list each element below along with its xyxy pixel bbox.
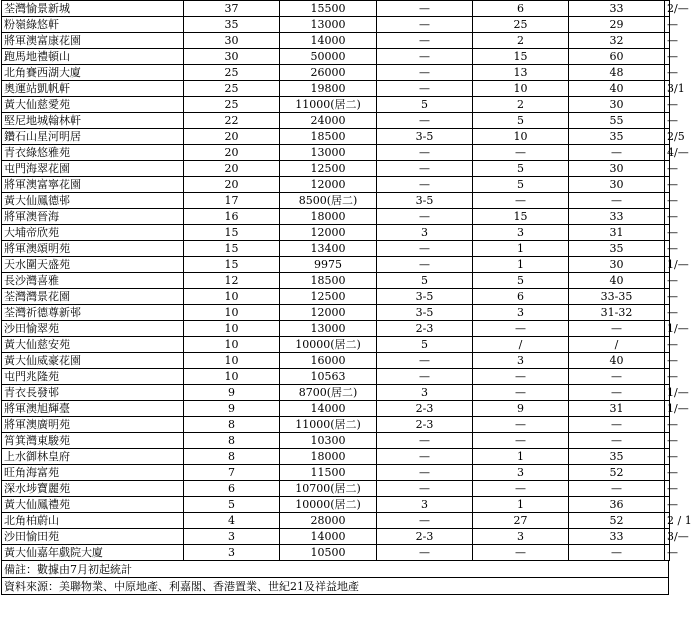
table-row [2, 321, 670, 337]
value-col-1-cell: 20 [184, 161, 280, 177]
table-row [2, 305, 670, 321]
value-col-1-cell: 20 [184, 177, 280, 193]
estate-name-cell: 黃大仙鳳德邨 [2, 193, 184, 209]
value-col-2-cell: 18000 [280, 209, 377, 225]
value-col-2-cell: 8700(居二) [280, 385, 377, 401]
table-row [2, 17, 670, 33]
value-col-2-cell: 18500 [280, 129, 377, 145]
value-col-5-cell: — [569, 481, 665, 497]
estate-name-cell: 粉嶺綠悠軒 [2, 17, 184, 33]
value-col-3-cell: — [377, 353, 473, 369]
value-col-4-cell: 10 [473, 81, 569, 97]
value-col-6-cell: — [665, 289, 670, 305]
value-col-1-cell: 4 [184, 513, 280, 529]
value-col-3-cell: — [377, 17, 473, 33]
value-col-3-cell: — [377, 241, 473, 257]
table-row [2, 513, 670, 529]
value-col-4-cell: 5 [473, 161, 569, 177]
value-col-1-cell: 10 [184, 369, 280, 385]
value-col-2-cell: 11500 [280, 465, 377, 481]
value-col-5-cell: — [569, 385, 665, 401]
table-row [2, 385, 670, 401]
value-col-5-cell: 30 [569, 177, 665, 193]
value-col-6-cell: — [665, 97, 670, 113]
table-row [2, 401, 670, 417]
estate-name-cell: 青衣長發邨 [2, 385, 184, 401]
value-col-5-cell: 31 [569, 401, 665, 417]
value-col-3-cell: 5 [377, 273, 473, 289]
value-col-6-cell: — [665, 273, 670, 289]
estate-name-cell: 堅尼地城翰林軒 [2, 113, 184, 129]
value-col-5-cell: — [569, 369, 665, 385]
value-col-6-cell: — [665, 49, 670, 65]
value-col-3-cell: — [377, 49, 473, 65]
value-col-1-cell: 37 [184, 1, 280, 17]
value-col-6-cell: 2/5 [665, 129, 670, 145]
value-col-2-cell: 11000(居二) [280, 97, 377, 113]
value-col-2-cell: 8500(居二) [280, 193, 377, 209]
value-col-6-cell: 1/— [665, 385, 670, 401]
value-col-1-cell: 5 [184, 497, 280, 513]
value-col-3-cell: — [377, 145, 473, 161]
estate-name-cell: 筲箕灣東駿苑 [2, 433, 184, 449]
value-col-5-cell: 52 [569, 513, 665, 529]
value-col-2-cell: 9975 [280, 257, 377, 273]
value-col-2-cell: 12000 [280, 177, 377, 193]
estate-name-cell: 長沙灣喜雅 [2, 273, 184, 289]
value-col-6-cell: — [665, 209, 670, 225]
value-col-5-cell: 30 [569, 257, 665, 273]
estate-name-cell: 上水御林皇府 [2, 449, 184, 465]
value-col-1-cell: 3 [184, 545, 280, 561]
value-col-6-cell: — [665, 161, 670, 177]
value-col-1-cell: 12 [184, 273, 280, 289]
value-col-6-cell: — [665, 65, 670, 81]
value-col-6-cell: — [665, 481, 670, 497]
value-col-3-cell: — [377, 33, 473, 49]
value-col-1-cell: 30 [184, 33, 280, 49]
value-col-3-cell: — [377, 481, 473, 497]
table-row [2, 465, 670, 481]
table-row [2, 113, 670, 129]
value-col-3-cell: 2-3 [377, 529, 473, 545]
value-col-4-cell: — [473, 417, 569, 433]
value-col-5-cell: — [569, 417, 665, 433]
value-col-2-cell: 11000(居二) [280, 417, 377, 433]
value-col-4-cell: 2 [473, 33, 569, 49]
value-col-4-cell: 9 [473, 401, 569, 417]
value-col-3-cell: 5 [377, 337, 473, 353]
value-col-5-cell: 52 [569, 465, 665, 481]
table-row [2, 225, 670, 241]
table-row [2, 353, 670, 369]
value-col-1-cell: 9 [184, 401, 280, 417]
value-col-5-cell: 35 [569, 129, 665, 145]
value-col-4-cell: 3 [473, 225, 569, 241]
value-col-2-cell: 14000 [280, 33, 377, 49]
value-col-1-cell: 8 [184, 449, 280, 465]
value-col-6-cell: 3/— [665, 529, 670, 545]
value-col-4-cell: 5 [473, 177, 569, 193]
table-row [2, 33, 670, 49]
value-col-4-cell: 5 [473, 113, 569, 129]
value-col-4-cell: 15 [473, 209, 569, 225]
value-col-4-cell: 27 [473, 513, 569, 529]
value-col-1-cell: 8 [184, 417, 280, 433]
table-row [2, 65, 670, 81]
value-col-6-cell: 1/— [665, 321, 670, 337]
estate-name-cell: 沙田愉翠苑 [2, 321, 184, 337]
value-col-2-cell: 18500 [280, 273, 377, 289]
estate-name-cell: 將軍澳頌明苑 [2, 241, 184, 257]
value-col-2-cell: 14000 [280, 529, 377, 545]
rent-table [1, 0, 692, 561]
estate-name-cell: 黃大仙威豪花園 [2, 353, 184, 369]
value-col-6-cell: — [665, 305, 670, 321]
value-col-3-cell: 5 [377, 97, 473, 113]
value-col-1-cell: 25 [184, 81, 280, 97]
value-col-2-cell: 16000 [280, 353, 377, 369]
value-col-1-cell: 20 [184, 129, 280, 145]
value-col-3-cell: 3 [377, 385, 473, 401]
value-col-3-cell: — [377, 513, 473, 529]
estate-name-cell: 大埔帝欣苑 [2, 225, 184, 241]
value-col-4-cell: 3 [473, 305, 569, 321]
value-col-2-cell: 14000 [280, 401, 377, 417]
value-col-4-cell: — [473, 545, 569, 561]
table-row [2, 449, 670, 465]
table-row [2, 177, 670, 193]
value-col-4-cell: 5 [473, 273, 569, 289]
table-row [2, 273, 670, 289]
table-row [2, 161, 670, 177]
value-col-5-cell: 30 [569, 161, 665, 177]
value-col-5-cell: — [569, 321, 665, 337]
table-row [2, 145, 670, 161]
table-row [2, 529, 670, 545]
estate-name-cell: 天水圍天盛苑 [2, 257, 184, 273]
value-col-3-cell: 3-5 [377, 305, 473, 321]
value-col-5-cell: 48 [569, 65, 665, 81]
value-col-4-cell: 6 [473, 289, 569, 305]
value-col-6-cell: — [665, 193, 670, 209]
table-row [2, 81, 670, 97]
value-col-2-cell: 12500 [280, 289, 377, 305]
table-row [2, 433, 670, 449]
value-col-1-cell: 8 [184, 433, 280, 449]
estate-name-cell: 將軍澳旭輝臺 [2, 401, 184, 417]
table-row [2, 1, 670, 17]
value-col-6-cell: 3/1 [665, 81, 670, 97]
value-col-2-cell: 13400 [280, 241, 377, 257]
value-col-2-cell: 10000(居二) [280, 497, 377, 513]
value-col-2-cell: 19800 [280, 81, 377, 97]
value-col-3-cell: — [377, 465, 473, 481]
value-col-4-cell: — [473, 321, 569, 337]
value-col-4-cell: 1 [473, 497, 569, 513]
rent-table-sheet [1, 0, 692, 595]
value-col-6-cell: — [665, 417, 670, 433]
value-col-1-cell: 7 [184, 465, 280, 481]
value-col-2-cell: 24000 [280, 113, 377, 129]
value-col-4-cell: 25 [473, 17, 569, 33]
value-col-2-cell: 26000 [280, 65, 377, 81]
value-col-1-cell: 17 [184, 193, 280, 209]
value-col-1-cell: 30 [184, 49, 280, 65]
value-col-6-cell: — [665, 225, 670, 241]
table-row [2, 49, 670, 65]
value-col-5-cell: 35 [569, 449, 665, 465]
value-col-5-cell: 33-35 [569, 289, 665, 305]
value-col-5-cell: — [569, 545, 665, 561]
value-col-4-cell: 1 [473, 449, 569, 465]
value-col-4-cell: / [473, 337, 569, 353]
value-col-4-cell: 10 [473, 129, 569, 145]
value-col-2-cell: 13000 [280, 321, 377, 337]
value-col-4-cell: — [473, 481, 569, 497]
value-col-3-cell: — [377, 369, 473, 385]
value-col-4-cell: 2 [473, 97, 569, 113]
value-col-2-cell: 10500 [280, 545, 377, 561]
table-row [2, 481, 670, 497]
estate-name-cell: 屯門海翠花園 [2, 161, 184, 177]
value-col-3-cell: — [377, 433, 473, 449]
value-col-1-cell: 3 [184, 529, 280, 545]
value-col-4-cell: — [473, 193, 569, 209]
table-row [2, 241, 670, 257]
value-col-6-cell: — [665, 497, 670, 513]
value-col-6-cell: — [665, 17, 670, 33]
value-col-2-cell: 12000 [280, 225, 377, 241]
table-row [2, 497, 670, 513]
value-col-5-cell: 32 [569, 33, 665, 49]
value-col-1-cell: 20 [184, 145, 280, 161]
value-col-2-cell: 12500 [280, 161, 377, 177]
estate-name-cell: 黃大仙鳳禮苑 [2, 497, 184, 513]
value-col-4-cell: 3 [473, 353, 569, 369]
value-col-3-cell: 2-3 [377, 401, 473, 417]
value-col-3-cell: — [377, 449, 473, 465]
estate-name-cell: 青衣綠悠雅苑 [2, 145, 184, 161]
value-col-3-cell: 3 [377, 497, 473, 513]
table-row [2, 129, 670, 145]
table-row [2, 193, 670, 209]
value-col-1-cell: 25 [184, 65, 280, 81]
table-row [2, 417, 670, 433]
value-col-6-cell: 1/— [665, 257, 670, 273]
value-col-1-cell: 10 [184, 353, 280, 369]
value-col-4-cell: 3 [473, 465, 569, 481]
value-col-5-cell: 33 [569, 209, 665, 225]
value-col-4-cell: — [473, 385, 569, 401]
value-col-6-cell: — [665, 113, 670, 129]
estate-name-cell: 荃灣祈德尊新邨 [2, 305, 184, 321]
estate-name-cell: 奧運站凱帆軒 [2, 81, 184, 97]
value-col-5-cell: — [569, 433, 665, 449]
estate-name-cell: 旺角海富苑 [2, 465, 184, 481]
value-col-5-cell: — [569, 193, 665, 209]
value-col-6-cell: — [665, 177, 670, 193]
value-col-3-cell: — [377, 177, 473, 193]
table-row [2, 97, 670, 113]
value-col-3-cell: — [377, 161, 473, 177]
value-col-5-cell: 29 [569, 17, 665, 33]
value-col-5-cell: 33 [569, 1, 665, 17]
value-col-6-cell: 2/— [665, 1, 670, 17]
value-col-5-cell: 40 [569, 273, 665, 289]
value-col-2-cell: 13000 [280, 145, 377, 161]
value-col-6-cell: 4/— [665, 145, 670, 161]
estate-name-cell: 屯門兆隆苑 [2, 369, 184, 385]
value-col-5-cell: 40 [569, 353, 665, 369]
value-col-1-cell: 10 [184, 337, 280, 353]
value-col-1-cell: 10 [184, 289, 280, 305]
value-col-6-cell: — [665, 369, 670, 385]
value-col-3-cell: — [377, 1, 473, 17]
value-col-6-cell: 2 / 1 [665, 513, 670, 529]
value-col-3-cell: 2-3 [377, 321, 473, 337]
value-col-5-cell: 33 [569, 529, 665, 545]
value-col-4-cell: 15 [473, 49, 569, 65]
value-col-1-cell: 16 [184, 209, 280, 225]
value-col-6-cell: 1/— [665, 401, 670, 417]
value-col-5-cell: 31-32 [569, 305, 665, 321]
estate-name-cell: 將軍澳廣明苑 [2, 417, 184, 433]
value-col-2-cell: 10300 [280, 433, 377, 449]
table-row [2, 209, 670, 225]
value-col-3-cell: 3-5 [377, 129, 473, 145]
value-col-2-cell: 10700(居二) [280, 481, 377, 497]
remark-note: 備註：數據由7月初起統計 [1, 561, 669, 578]
value-col-4-cell: — [473, 369, 569, 385]
value-col-4-cell: 1 [473, 257, 569, 273]
value-col-3-cell: — [377, 81, 473, 97]
value-col-4-cell: 13 [473, 65, 569, 81]
value-col-3-cell: 3-5 [377, 289, 473, 305]
value-col-4-cell: 3 [473, 529, 569, 545]
value-col-3-cell: 3 [377, 225, 473, 241]
value-col-1-cell: 35 [184, 17, 280, 33]
value-col-5-cell: 35 [569, 241, 665, 257]
value-col-2-cell: 13000 [280, 17, 377, 33]
estate-name-cell: 沙田愉田苑 [2, 529, 184, 545]
value-col-3-cell: 2-3 [377, 417, 473, 433]
value-col-5-cell: — [569, 145, 665, 161]
value-col-1-cell: 10 [184, 321, 280, 337]
value-col-1-cell: 9 [184, 385, 280, 401]
estate-name-cell: 黃大仙慈愛苑 [2, 97, 184, 113]
estate-name-cell: 黃大仙慈安苑 [2, 337, 184, 353]
estate-name-cell: 將軍澳晉海 [2, 209, 184, 225]
estate-name-cell: 荃灣灣景花園 [2, 289, 184, 305]
value-col-5-cell: 40 [569, 81, 665, 97]
table-row [2, 369, 670, 385]
value-col-6-cell: — [665, 241, 670, 257]
value-col-3-cell: — [377, 257, 473, 273]
value-col-6-cell: — [665, 337, 670, 353]
value-col-3-cell: — [377, 209, 473, 225]
estate-name-cell: 跑馬地禮頓山 [2, 49, 184, 65]
value-col-5-cell: 31 [569, 225, 665, 241]
value-col-6-cell: — [665, 465, 670, 481]
source-note: 資料來源：美聯物業、中原地產、利嘉閣、香港置業、世紀21及祥益地產 [1, 578, 669, 595]
estate-name-cell: 將軍澳富寧花園 [2, 177, 184, 193]
table-row [2, 337, 670, 353]
value-col-5-cell: 60 [569, 49, 665, 65]
table-row [2, 289, 670, 305]
value-col-2-cell: 28000 [280, 513, 377, 529]
value-col-4-cell: 6 [473, 1, 569, 17]
value-col-5-cell: 30 [569, 97, 665, 113]
value-col-3-cell: — [377, 113, 473, 129]
value-col-6-cell: — [665, 433, 670, 449]
estate-name-cell: 將軍澳富康花園 [2, 33, 184, 49]
table-body [2, 1, 692, 561]
value-col-2-cell: 50000 [280, 49, 377, 65]
value-col-2-cell: 12000 [280, 305, 377, 321]
value-col-2-cell: 18000 [280, 449, 377, 465]
value-col-6-cell: — [665, 353, 670, 369]
value-col-4-cell: — [473, 433, 569, 449]
value-col-1-cell: 6 [184, 481, 280, 497]
value-col-5-cell: 55 [569, 113, 665, 129]
value-col-2-cell: 15500 [280, 1, 377, 17]
table-row [2, 257, 670, 273]
estate-name-cell: 黃大仙嘉年戲院大廈 [2, 545, 184, 561]
value-col-3-cell: — [377, 545, 473, 561]
value-col-4-cell: 1 [473, 241, 569, 257]
value-col-2-cell: 10563 [280, 369, 377, 385]
value-col-1-cell: 10 [184, 305, 280, 321]
estate-name-cell: 荃灣愉景新城 [2, 1, 184, 17]
value-col-4-cell: — [473, 145, 569, 161]
estate-name-cell: 鑽石山星河明居 [2, 129, 184, 145]
value-col-3-cell: 3-5 [377, 193, 473, 209]
value-col-1-cell: 22 [184, 113, 280, 129]
estate-name-cell: 北角柏蔚山 [2, 513, 184, 529]
value-col-5-cell: / [569, 337, 665, 353]
value-col-2-cell: 10000(居二) [280, 337, 377, 353]
value-col-1-cell: 15 [184, 241, 280, 257]
value-col-5-cell: 36 [569, 497, 665, 513]
value-col-6-cell: — [665, 449, 670, 465]
estate-name-cell: 北角賽西湖大廈 [2, 65, 184, 81]
estate-name-cell: 深水埗寶麗苑 [2, 481, 184, 497]
value-col-6-cell: — [665, 545, 670, 561]
value-col-1-cell: 15 [184, 257, 280, 273]
value-col-1-cell: 25 [184, 97, 280, 113]
value-col-3-cell: — [377, 65, 473, 81]
value-col-6-cell: — [665, 33, 670, 49]
value-col-1-cell: 15 [184, 225, 280, 241]
table-row [2, 545, 670, 561]
